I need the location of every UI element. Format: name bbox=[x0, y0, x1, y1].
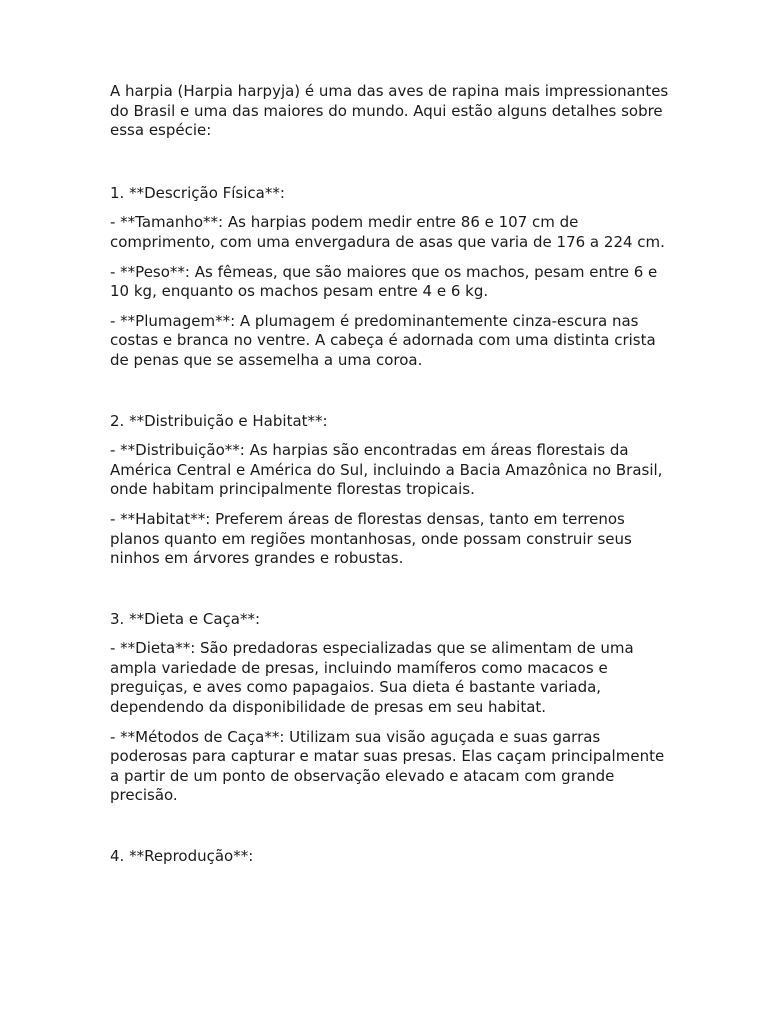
list-item-habitat: - **Habitat**: Preferem áreas de florestas densas, tanto em terrenos planos quanto em regiões montanhosas, onde possam construir seus ninhos em árvores grandes e robustas. bbox=[110, 509, 632, 568]
intro-paragraph: A harpia (Harpia harpyja) é uma das aves de rapina mais impressionantes do Brasil e uma das maiores do mundo. Aqui estão alguns detalhes sobre essa espécie: bbox=[110, 82, 669, 140]
section-distribuicao-habitat bbox=[110, 412, 670, 569]
list-item-tamanho: - **Tamanho**: As harpias podem medir entre 86 e 107 cm de comprimento, com uma envergadura de asas que varia de 176 a 224 cm. bbox=[110, 213, 665, 251]
document-page bbox=[110, 82, 670, 877]
list-item-dieta: - **Dieta**: São predadoras especializadas que se alimentam de uma ampla variedade de presas, incluindo mamíferos como macacos e preguiças, e aves como papagaios. Sua dieta é bastante variada, dependendo da disponibilidade de presas em seu habitat. bbox=[110, 639, 634, 717]
list-item-metodos-caca: - **Métodos de Caça**: Utilizam sua visão aguçada e suas garras poderosas para capturar e matar suas presas. Elas caçam principalmente a partir de um ponto de observação elevado e atacam com grande precisão. bbox=[110, 727, 665, 805]
section-heading: 1. **Descrição Física**: bbox=[110, 183, 285, 202]
section-reproducao bbox=[110, 847, 670, 867]
section-dieta-caca bbox=[110, 610, 670, 806]
list-item-plumagem: - **Plumagem**: A plumagem é predominantemente cinza-escura nas costas e branca no ventre. A cabeça é adornada com uma distinta crista de penas que se assemelha a uma coroa. bbox=[110, 311, 656, 369]
section-descricao-fisica bbox=[110, 184, 670, 371]
section-heading: 4. **Reprodução**: bbox=[110, 847, 254, 866]
section-heading: 2. **Distribuição e Habitat**: bbox=[110, 411, 328, 430]
section-heading: 3. **Dieta e Caça**: bbox=[110, 609, 261, 628]
list-item-distribuicao: - **Distribuição**: As harpias são encontradas em áreas florestais da América Central e América do Sul, incluindo a Bacia Amazônica no Brasil, onde habitam principalmente florestas tropicais. bbox=[110, 441, 663, 499]
list-item-peso: - **Peso**: As fêmeas, que são maiores que os machos, pesam entre 6 e 10 kg, enquanto os machos pesam entre 4 e 6 kg. bbox=[110, 262, 658, 301]
